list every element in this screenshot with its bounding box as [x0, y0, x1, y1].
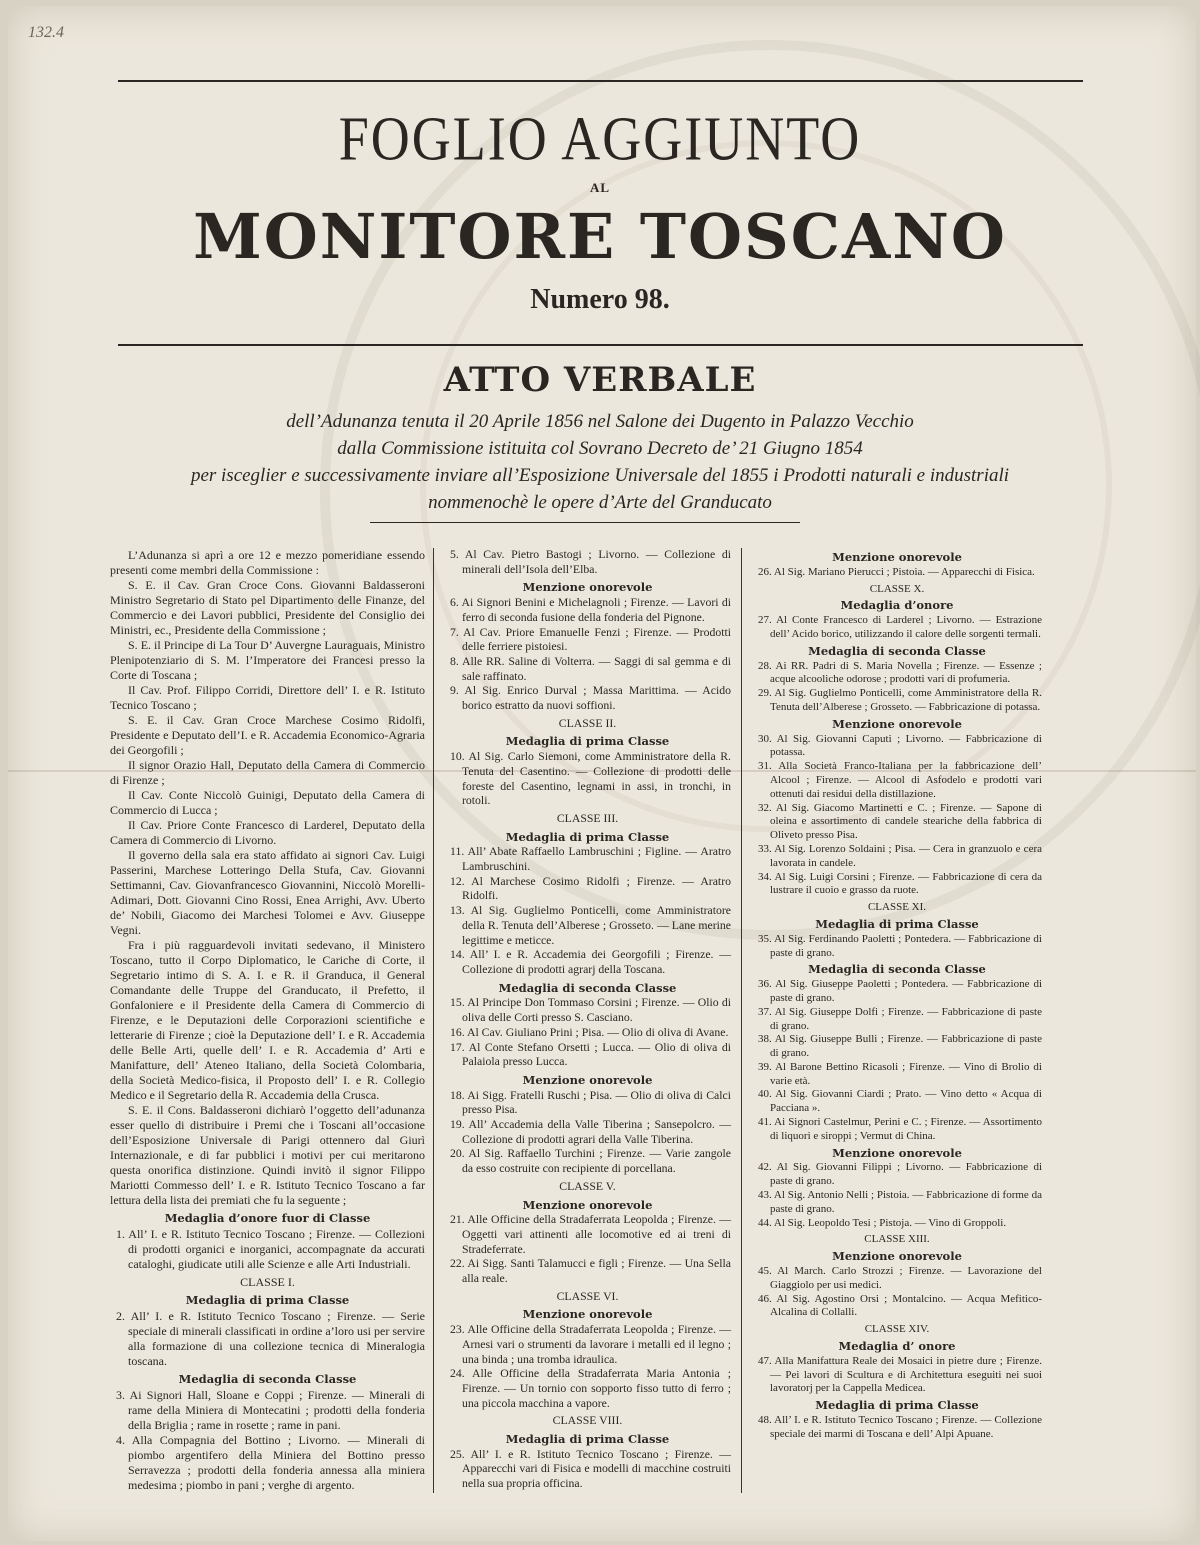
award-heading: Medaglia di seconda Classe	[498, 980, 677, 995]
subtitle-line: nommenochè le opere d’Arte del Granducato	[428, 492, 772, 513]
award-heading: Menzione onorevole	[832, 550, 962, 564]
award-heading: Medaglia di prima Classe	[505, 1432, 670, 1447]
list-item: 34. Al Sig. Luigi Corsini ; Firenze. — Fabbricazione di cera da lustrare il cuoio e grasso da ruote.	[758, 870, 1042, 897]
masthead-connector: AL	[589, 180, 611, 195]
issue-number: Numero 98.	[530, 284, 670, 315]
award-heading: Menzione onorevole	[522, 1307, 653, 1322]
shelfmark: 132.4	[28, 24, 64, 41]
list-item: 47. Alla Manifattura Reale dei Mosaici in pietre dure ; Firenze. — Pei lavori di Scultura e di Architettura eseguiti nei suoi lavoratorj per la Cappella Medicea.	[758, 1354, 1042, 1395]
award-heading: Medaglia di prima Classe	[505, 829, 670, 844]
award-heading: Medaglia d’ onore	[838, 1339, 956, 1354]
document-subtitle	[150, 408, 1050, 516]
award-heading: Menzione onorevole	[522, 580, 653, 595]
paragraph: S. E. il Cav. Gran Croce Cons. Giovanni Baldasseroni Ministro Segretario di Stato pel Dipartimento delle Finanze, del Commercio e dei Lavori pubblici, Presidente del Consiglio dei Ministri, ec., Presidente della Commissione ;	[110, 578, 425, 637]
list-item: 43. Al Sig. Antonio Nelli ; Pistoia. — Fabbricazione di forme da paste di grano.	[758, 1189, 1042, 1215]
award-heading: Menzione onorevole	[832, 1249, 962, 1264]
list-item: 24. Alle Officine della Stradaferrata Maria Antonia ; Firenze. — Un tornio con sopporto fisso tutto di ferro ; una piccola macchina a vapore.	[450, 1367, 731, 1410]
list-item: 9. Al Sig. Enrico Durval ; Massa Marittima. — Acido borico estratto da nuovi soffioni.	[450, 684, 731, 713]
award-heading: Menzione onorevole	[522, 1072, 653, 1087]
subtitle-line: dalla Commissione istituita col Sovrano Decreto de’ 21 Giugno 1854	[337, 438, 863, 459]
list-item: 28. Ai RR. Padri di S. Maria Novella ; Firenze. — Essenze ; acque alcooliche odorose ; prodotti vari di profumeria.	[758, 659, 1042, 686]
list-item: 30. Al Sig. Giovanni Caputi ; Livorno. — Fabbricazione di potassa.	[758, 732, 1042, 759]
paragraph: Il governo della sala era stato affidato ai signori Cav. Luigi Passerini, Marchese Lotteringo Della Stufa, Cav. Giovanni Settimanni, Cav. Giovanfrancesco Giovannini, Niccolò Morelli-Adimari, Dott. Giovanni Cino Rossi, Enea Arrighi, Avv. Uberto de’ Nobili, Giacomo dei Marchesi Tolomei e Avv. Giuseppe Vegni.	[110, 848, 425, 937]
list-item: 33. Al Sig. Lorenzo Soldaini ; Pisa. — Cera in granzuolo e cera lavorata in candele.	[758, 842, 1042, 869]
award-heading: Medaglia di seconda Classe	[178, 1372, 357, 1386]
subtitle-line: dell’Adunanza tenuta il 20 Aprile 1856 nel Salone dei Dugento in Palazzo Vecchio	[286, 411, 914, 432]
paragraph: S. E. il Cav. Gran Croce Marchese Cosimo Ridolfi, Presidente e Deputato dell’I. e R. Accademia Economico-Agraria dei Georgofili ;	[110, 713, 425, 757]
list-item: 16. Al Cav. Giuliano Prini ; Pisa. — Olio di oliva di Avane.	[450, 1025, 729, 1039]
paragraph: S. E. il Cons. Baldasseroni dichiarò l’oggetto dell’adunanza esser quello di distribuire i Premi che i Toscani all’occasione dell’Esposizione Universale di Parigi ottennero dal Giurì Internazionale, e di far pubblici i motivi per cui meritarono questa onorifica distinzione. Quindi invitò il signor Filippo Mariotti Commesso dell’ I. e R. Istituto Tecnico Toscano a far lettura della lista dei premiati che fu la seguente ;	[110, 1103, 425, 1207]
list-item: 11. All’ Abate Raffaello Lambruschini ; Figline. — Aratro Lambruschini.	[450, 845, 731, 874]
list-item: 5. Al Cav. Pietro Bastogi ; Livorno. — Collezione di minerali dell’Isola dell’Elba.	[450, 548, 731, 576]
list-item: 13. Al Sig. Guglielmo Ponticelli, come Amministratore della R. Tenuta dell’Alberese ; Grosseto. — Lane merine legittime e meticce.	[450, 904, 731, 947]
list-item: 40. Al Sig. Giovanni Ciardi ; Prato. — Vino detto « Acqua di Pacciana ».	[758, 1088, 1042, 1115]
award-heading: Medaglia di seconda Classe	[808, 962, 986, 977]
class-heading: CLASSE V.	[559, 1179, 616, 1193]
award-heading: Menzione onorevole	[522, 1197, 653, 1212]
award-heading: Medaglia di prima Classe	[185, 1293, 350, 1307]
list-item: 21. Alle Officine della Stradaferrata Leopolda ; Firenze. — Oggetti vari attinenti alle locomotive ed ai treni di Stradeferrate.	[450, 1213, 731, 1256]
list-item: 10. Al Sig. Carlo Siemoni, come Amministratore della R. Tenuta del Casentino. — Collezione di prodotti delle foreste del Casentino, legnami in assi, in tronchi, in rotoli.	[450, 750, 731, 808]
document-heading: ATTO VERBALE	[443, 360, 757, 400]
list-item: 2. All’ I. e R. Istituto Tecnico Toscano ; Firenze. — Serie speciale di minerali classificati in ordine a’loro usi per servire alla formazione di una collezione tecnica di Mineralogia toscana.	[116, 1309, 425, 1368]
paragraph: Il Cav. Priore Conte Francesco di Larderel, Deputato della Camera di Commercio di Livorno.	[110, 818, 425, 847]
list-item: 36. Al Sig. Giuseppe Paoletti ; Pontedera. — Fabbricazione di paste di grano.	[758, 978, 1042, 1004]
subtitle-line: per isceglier e successivamente inviare all’Esposizione Universale del 1855 i Prodotti naturali e industriali	[190, 465, 1010, 486]
award-heading: Medaglia d’onore fuor di Classe	[164, 1211, 371, 1225]
masthead-title-main: MONITORE TOSCANO	[193, 200, 1007, 273]
class-heading: CLASSE XI.	[867, 901, 927, 914]
list-item: 7. Al Cav. Priore Emanuelle Fenzi ; Firenze. — Prodotti delle ferriere pistoiesi.	[450, 625, 731, 654]
award-heading: Medaglia di prima Classe	[815, 1398, 979, 1413]
text-column-2	[444, 548, 731, 1492]
list-item: 1. All’ I. e R. Istituto Tecnico Toscano ; Firenze. — Collezioni di prodotti organici e inorganici, accompagnate da accurati cataloghi, giudicate utili alle Scienze e alle Arti Industriali.	[116, 1227, 425, 1271]
award-heading: Medaglia di prima Classe	[815, 916, 979, 931]
paragraph: S. E. il Principe di La Tour D’ Auvergne Lauraguais, Ministro Plenipotenziario di S. M. l’Imperatore dei Francesi presso la Corte di Toscana ;	[110, 638, 425, 682]
paragraph: Il Cav. Prof. Filippo Corridi, Direttore dell’ I. e R. Istituto Tecnico Toscano ;	[110, 683, 425, 712]
class-heading: CLASSE XIV.	[864, 1323, 930, 1336]
list-item: 35. Al Sig. Ferdinando Paoletti ; Pontedera. — Fabbricazione di paste di grano.	[758, 932, 1042, 959]
list-item: 46. Al Sig. Agostino Orsi ; Montalcino. — Acqua Mefitico-Alcalina di Collalli.	[758, 1292, 1042, 1319]
list-item: 14. All’ I. e R. Accademia dei Georgofili ; Firenze. — Collezione di prodotti agrarj della Toscana.	[450, 948, 731, 976]
masthead-title-top: FOGLIO AGGIUNTO	[338, 104, 862, 174]
subtitle-rule	[370, 522, 800, 523]
class-heading: CLASSE III.	[556, 811, 619, 825]
list-item: 20. Al Sig. Raffaello Turchini ; Firenze. — Varie zangole da esso costruite con recipiente di porcellana.	[450, 1147, 731, 1176]
top-rule	[118, 80, 1083, 82]
list-item: 26. Al Sig. Mariano Pierucci ; Pistoia. — Apparecchi di Fisica.	[758, 565, 1035, 578]
list-item: 29. Al Sig. Guglielmo Ponticelli, come Amministratore della R. Tenuta dell’Alberese ; Grosseto. — Fabbricazione di potassa.	[758, 687, 1042, 713]
class-heading: CLASSE VI.	[556, 1289, 619, 1303]
list-item: 42. Al Sig. Giovanni Filippi ; Livorno. — Fabbricazione di paste di grano.	[758, 1161, 1042, 1188]
list-item: 6. Ai Signori Benini e Michelagnoli ; Firenze. — Lavori di ferro di seconda fusione della fonderia del Pignone.	[450, 596, 731, 624]
list-item: 39. Al Barone Bettino Ricasoli ; Firenze. — Vino di Brolio di varie età.	[758, 1060, 1042, 1087]
paragraph: Fra i più ragguardevoli invitati sedevano, il Ministero Toscano, tutto il Corpo Diplomatico, le Cariche di Corte, il Segretario intimo di S. A. I. e R. il Granduca, il General Comandante delle Truppe del Granducato, il Prefetto, il Gonfaloniere e il Presidente della Camera di Commercio di Firenze, e le Deputazioni delle Corporazioni scientifiche e letterarie di Firenze ; cioè la Deputazione dell’ I. e R. Accademia delle Belle Arti, quelle dell’ I. e R. Accademia d’ Arti e Manifatture, dell’ Ateneo Italiano, della Società Colombaria, della Società Medico-fisica, il Proposto dell’ I. e R. Collegio Medico e il Segretario della R. Accademia della Crusca.	[110, 938, 425, 1102]
class-heading: CLASSE XIII.	[864, 1233, 930, 1246]
column-divider	[433, 548, 434, 1493]
class-heading: CLASSE II.	[558, 716, 617, 730]
list-item: 38. Al Sig. Giuseppe Bulli ; Firenze. — Fabbricazione di paste di grano.	[758, 1033, 1042, 1060]
list-item: 25. All’ I. e R. Istituto Tecnico Toscano ; Firenze. — Apparecchi vari di Fisica e modelli di macchine costruiti nella sua propria officina.	[450, 1447, 731, 1491]
column-divider	[741, 548, 742, 1493]
award-heading: Medaglia di prima Classe	[505, 734, 670, 749]
list-item: 17. Al Conte Stefano Orsetti ; Lucca. — Olio di oliva di Palaiola presso Lucca.	[450, 1040, 731, 1069]
list-item: 41. Ai Signori Castelmur, Perini e C. ; Firenze. — Assortimento di liquori e siroppi ; Vermut di China.	[758, 1116, 1042, 1142]
award-heading: Menzione onorevole	[832, 1145, 962, 1160]
award-heading: Medaglia d’onore	[840, 598, 954, 613]
class-heading: CLASSE X.	[869, 582, 925, 595]
list-item: 22. Ai Sigg. Santi Talamucci e figli ; Firenze. — Una Sella alla reale.	[450, 1257, 731, 1286]
list-item: 48. All’ I. e R. Istituto Tecnico Toscano ; Firenze. — Collezione speciale dei marmi di Toscana e dell’ Alpi Apuane.	[758, 1414, 1042, 1440]
paragraph: L’Adunanza si aprì a ore 12 e mezzo pomeridiane essendo presenti come membri della Commissione :	[110, 548, 425, 577]
class-heading: CLASSE I.	[240, 1275, 295, 1289]
list-item: 37. Al Sig. Giuseppe Dolfi ; Firenze. — Fabbricazione di paste di grano.	[758, 1005, 1042, 1032]
text-column-3	[752, 548, 1042, 1442]
list-item: 44. Al Sig. Leopoldo Tesi ; Pistoja. — Vino di Groppoli.	[758, 1216, 1007, 1229]
list-item: 32. Al Sig. Giacomo Martinetti e C. ; Firenze. — Sapone di oleina e assortimento di candele steariche della fabbrica di Oliveto presso Pisa.	[758, 801, 1042, 842]
list-item: 15. Al Principe Don Tommaso Corsini ; Firenze. — Olio di oliva delle Corti presso S. Casciano.	[450, 996, 731, 1025]
list-item: 27. Al Conte Francesco di Larderel ; Livorno. — Estrazione dell’ Acido borico, utilizzando il calore delle sorgenti termali.	[758, 614, 1042, 640]
list-item: 19. All’ Accademia della Valle Tiberina ; Sansepolcro. — Collezione di prodotti agrari della Valle Tiberina.	[450, 1118, 731, 1146]
award-heading: Medaglia di seconda Classe	[808, 643, 986, 658]
class-heading: CLASSE VIII.	[552, 1414, 623, 1428]
list-item: 12. Al Marchese Cosimo Ridolfi ; Firenze. — Aratro Ridolfi.	[450, 874, 731, 903]
list-item: 8. Alle RR. Saline di Volterra. — Saggi di sal gemma e di sale raffinato.	[450, 654, 731, 683]
list-item: 31. Alla Società Franco-Italiana per la fabbricazione dell’ Alcool ; Firenze. — Alcool di Asfodelo e prodotti vari ottenuti dai residui della distillazione.	[758, 760, 1042, 800]
list-item: 3. Ai Signori Hall, Sloane e Coppi ; Firenze. — Minerali di rame della Miniera di Montecatini ; prodotti della fonderia della Briglia ; rame in rosette ; rame in pani.	[116, 1388, 425, 1432]
list-item: 4. Alla Compagnia del Bottino ; Livorno. — Minerali di piombo argentifero della Miniera del Bottino presso Serravezza ; prodotti della fonderia annessa alla miniera medesima ; piombo in pani ; verghe di argento.	[116, 1433, 425, 1492]
list-item: 45. Al March. Carlo Strozzi ; Firenze. — Lavorazione del Giaggiolo per usi medici.	[758, 1265, 1042, 1291]
paragraph: Il Cav. Conte Niccolò Guinigi, Deputato della Camera di Commercio di Lucca ;	[110, 788, 425, 817]
text-column-1	[110, 548, 425, 1493]
masthead-rule	[118, 344, 1083, 346]
list-item: 18. Ai Sigg. Fratelli Ruschi ; Pisa. — Olio di oliva di Calci presso Pisa.	[450, 1088, 731, 1117]
list-item: 23. Alle Officine della Stradaferrata Leopolda ; Firenze. — Arnesi vari o strumenti da lavorare i metalli ed il legno ; una binda ; una tromba idraulica.	[450, 1323, 731, 1366]
award-heading: Menzione onorevole	[832, 716, 962, 731]
paragraph: Il signor Orazio Hall, Deputato della Camera di Commercio di Firenze ;	[110, 758, 425, 787]
